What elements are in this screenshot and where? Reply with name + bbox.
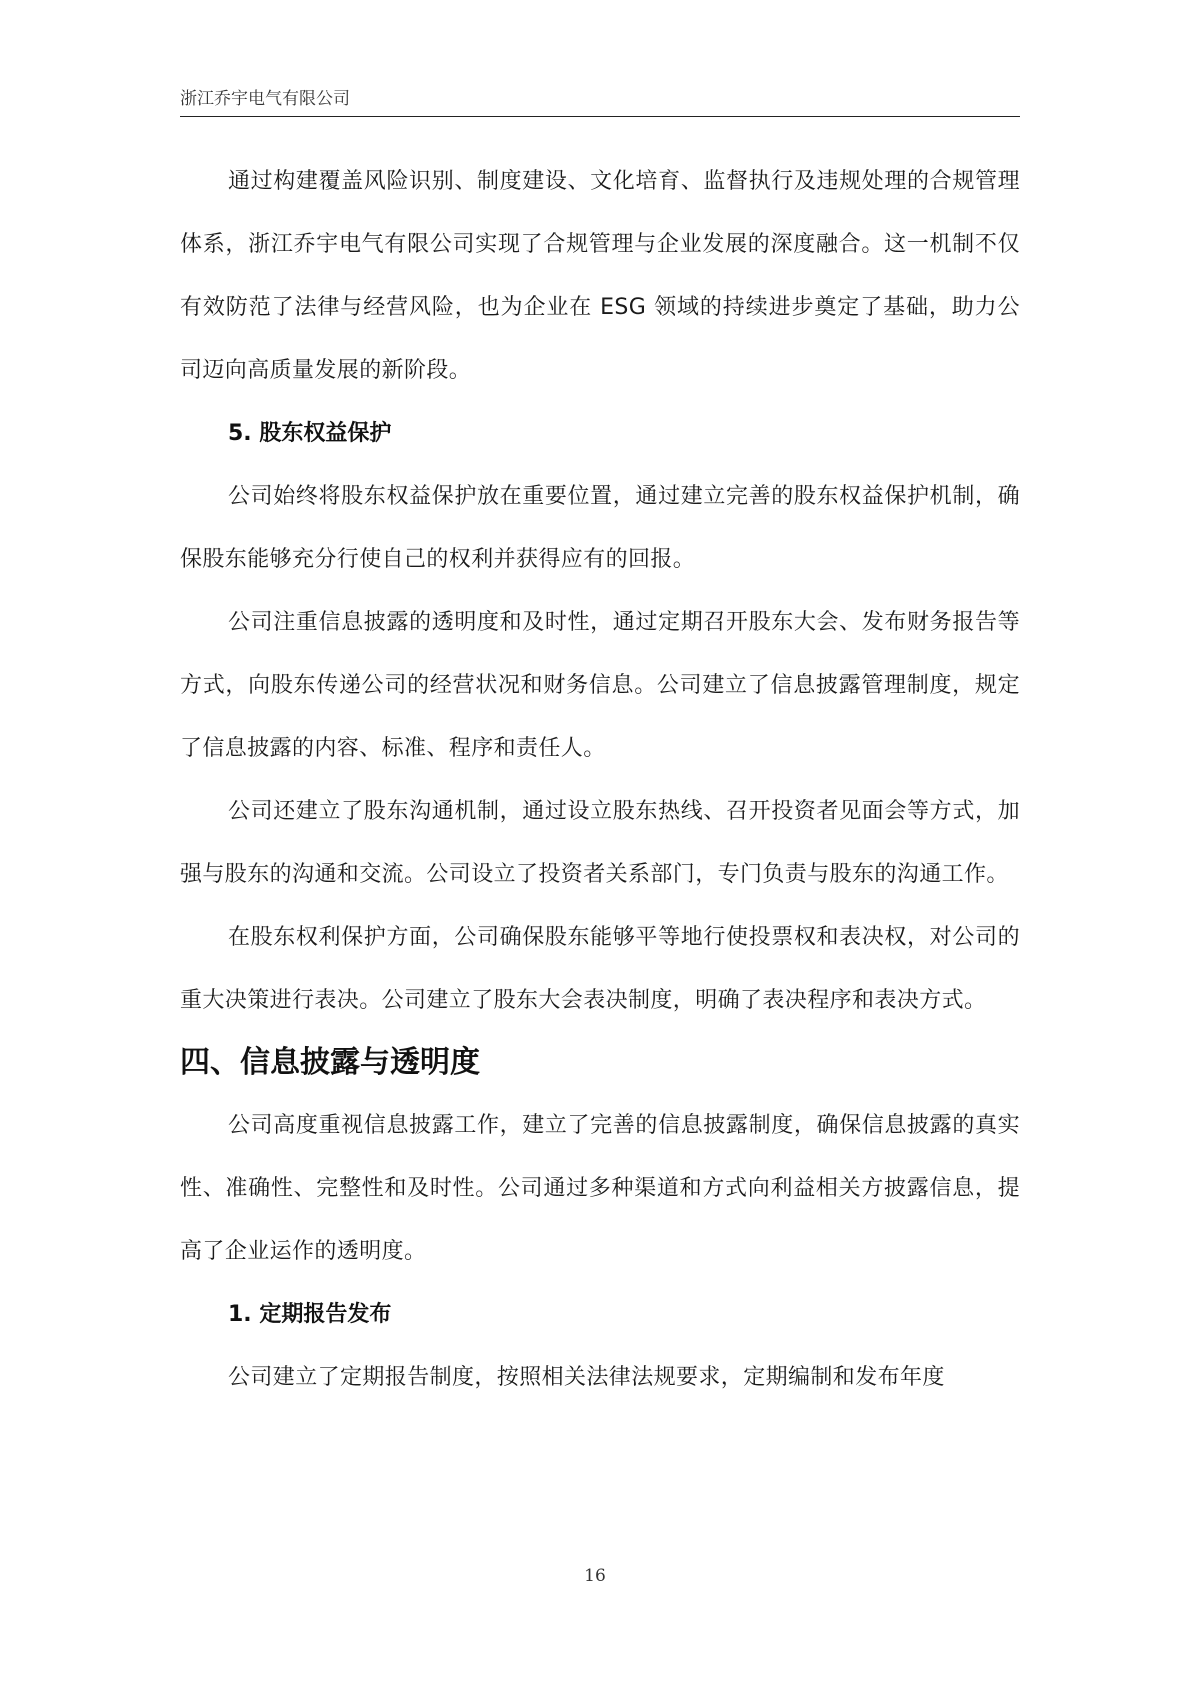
subheading-periodic-reports: 1. 定期报告发布 — [228, 1302, 392, 1327]
paragraph-shareholder-2: 公司注重信息披露的透明度和及时性，通过定期召开股东大会、发布财务报告等方式，向股东传递公司的经营状况和财务信息。公司建立了信息披露管理制度，规定了信息披露的内容、标准、程序和责任人。 — [180, 610, 1020, 761]
company-name: 浙江乔宇电气有限公司 — [180, 89, 350, 109]
paragraph-shareholder-1: 公司始终将股东权益保护放在重要位置，通过建立完善的股东权益保护机制，确保股东能够充分行使自己的权利并获得应有的回报。 — [180, 484, 1020, 572]
page-body — [180, 150, 1020, 1409]
page-number: 16 — [584, 1566, 606, 1586]
header-divider — [180, 116, 1020, 117]
paragraph-shareholder-3: 公司还建立了股东沟通机制，通过设立股东热线、召开投资者见面会等方式，加强与股东的沟通和交流。公司设立了投资者关系部门，专门负责与股东的沟通工作。 — [180, 799, 1020, 887]
paragraph-compliance-summary: 通过构建覆盖风险识别、制度建设、文化培育、监督执行及违规处理的合规管理体系，浙江乔宇电气有限公司实现了合规管理与企业发展的深度融合。这一机制不仅有效防范了法律与经营风险，也为企业在 ESG 领域的持续进步奠定了基础，助力公司迈向高质量发展的新阶段。 — [180, 169, 1020, 383]
page-header — [180, 88, 1020, 118]
paragraph-disclosure-intro: 公司高度重视信息披露工作，建立了完善的信息披露制度，确保信息披露的真实性、准确性、完整性和及时性。公司通过多种渠道和方式向利益相关方披露信息，提高了企业运作的透明度。 — [180, 1113, 1020, 1264]
paragraph-periodic-reports: 公司建立了定期报告制度，按照相关法律法规要求，定期编制和发布年度 — [228, 1365, 945, 1390]
paragraph-shareholder-4: 在股东权利保护方面，公司确保股东能够平等地行使投票权和表决权，对公司的重大决策进行表决。公司建立了股东大会表决制度，明确了表决程序和表决方式。 — [180, 925, 1020, 1013]
subheading-shareholder-rights: 5. 股东权益保护 — [228, 421, 392, 446]
section-title-disclosure: 四、信息披露与透明度 — [180, 1045, 480, 1080]
